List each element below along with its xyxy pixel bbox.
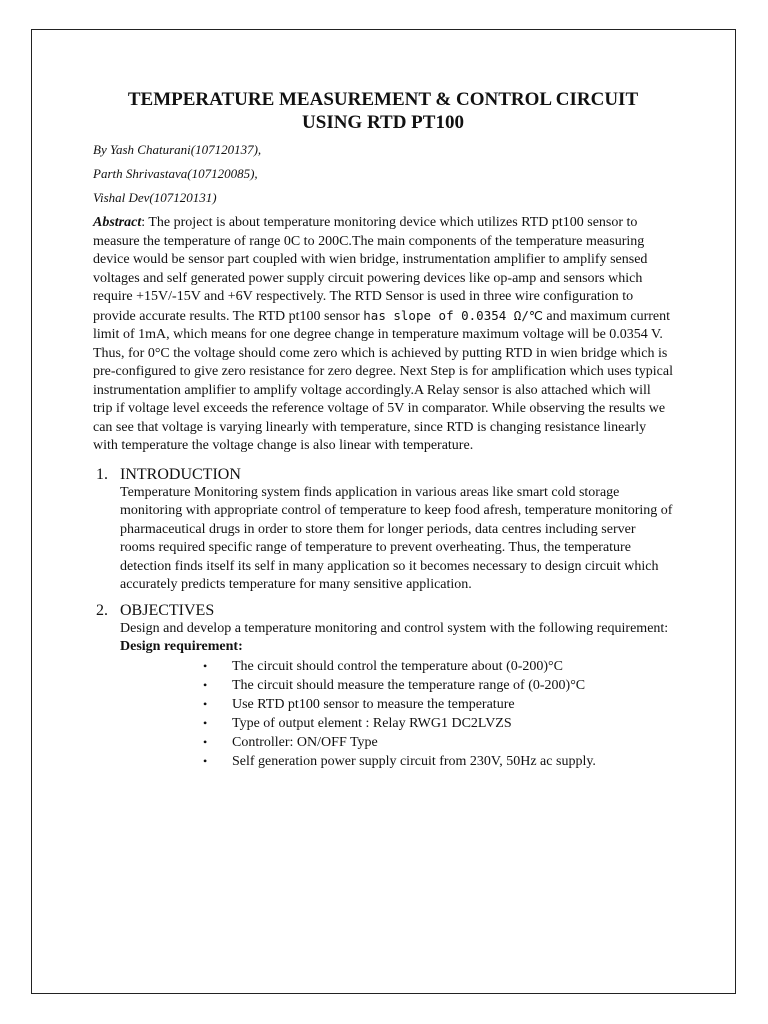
abstract-text-1: The project is about temperature monitoring device which utilizes RTD pt100 sensor to measure the temperature of range 0C to 200C.The main components of the temperature measuring device would be sensor part coupled with wien bridge, instrumentation amplifier to amplify sensed voltages and self generated power supply circuit powering devices like op-amp and sensors which require +15V/-15V and +6V respectively. The RTD Sensor is used in three wire configuration to provide accurate results. The RTD pt100 sensor (93, 215, 648, 324)
list-item-text: Type of output element : Relay RWG1 DC2LVZS (232, 715, 512, 731)
abstract-text-2: and maximum current limit of 1mA, which means for one degree change in temperature maximum voltage will be 0.0354 V. Thus, for 0°C the voltage should come zero which is achieved by putting RTD in wien bridge which is pre-configured to give zero resistance for zero degree. Next Step is for amplification which uses typical instrumentation amplifier to amplify voltage accordingly.A Relay sensor is also attached which will trip if voltage level exceeds the reference voltage of 5V in comparator. While observing the results we can see that voltage is varying linearly with temperature, since RTD is changing resistance linearly with temperature the voltage change is also linear with temperature. (93, 308, 674, 453)
author-list (93, 142, 673, 205)
section-title: INTRODUCTION (120, 465, 241, 483)
list-item (200, 676, 673, 695)
list-item (200, 657, 673, 676)
section-title: OBJECTIVES (120, 601, 215, 619)
list-item-text: Controller: ON/OFF Type (232, 734, 378, 750)
bullet-icon: • (203, 753, 208, 768)
section-body: Temperature Monitoring system finds application in various areas like smart cold storage monitoring with appropriate control of temperature to keep food afresh, temperature monitoring of pharmaceutical drugs in order to store them for longer periods, data centres including server rooms required specific range of temperature to prevent overheating. Thus, the temperature detection finds itself its self in many application so it becomes necessary to design circuit which accurately predicts temperature for many sensitive application. (120, 484, 673, 592)
bullet-icon: • (203, 696, 208, 711)
list-item-text: Self generation power supply circuit from 230V, 50Hz ac supply. (232, 753, 596, 769)
author-3: Vishal Dev(107120131) (93, 190, 217, 205)
bullet-icon: • (203, 677, 208, 692)
list-item (200, 752, 673, 771)
abstract-slope-text: has slope of 0.0354 Ω/℃ (363, 307, 543, 323)
section-body: Design and develop a temperature monitoring and control system with the following requirement: (120, 620, 669, 636)
abstract-label: Abstract (93, 215, 142, 230)
document-title (93, 88, 673, 134)
list-item (200, 714, 673, 733)
author-1: By Yash Chaturani(107120137), (93, 142, 262, 157)
list-item-text: Use RTD pt100 sensor to measure the temperature (232, 696, 515, 712)
design-requirement-heading: Design requirement: (120, 639, 243, 654)
document-body (93, 88, 673, 771)
bullet-icon: • (203, 734, 208, 749)
author-2: Parth Shrivastava(107120085), (93, 166, 258, 181)
bullet-icon: • (203, 715, 208, 730)
section-heading (93, 601, 673, 620)
list-item (200, 695, 673, 714)
abstract-colon: : (141, 215, 146, 230)
abstract-paragraph (93, 214, 673, 456)
section-number: 1. (96, 465, 108, 483)
title-line-2: USING RTD PT100 (302, 112, 464, 133)
bullet-icon: • (203, 658, 208, 673)
section-introduction (93, 465, 673, 595)
section-number: 2. (96, 601, 108, 619)
title-line-1: TEMPERATURE MEASUREMENT & CONTROL CIRCUIT (127, 89, 639, 110)
list-item-text: The circuit should control the temperature about (0-200)°C (232, 658, 563, 674)
requirements-list (200, 657, 673, 771)
list-item-text: The circuit should measure the temperature range of (0-200)°C (232, 677, 586, 693)
list-item (200, 733, 673, 752)
section-heading (93, 465, 673, 484)
section-objectives (93, 601, 673, 771)
